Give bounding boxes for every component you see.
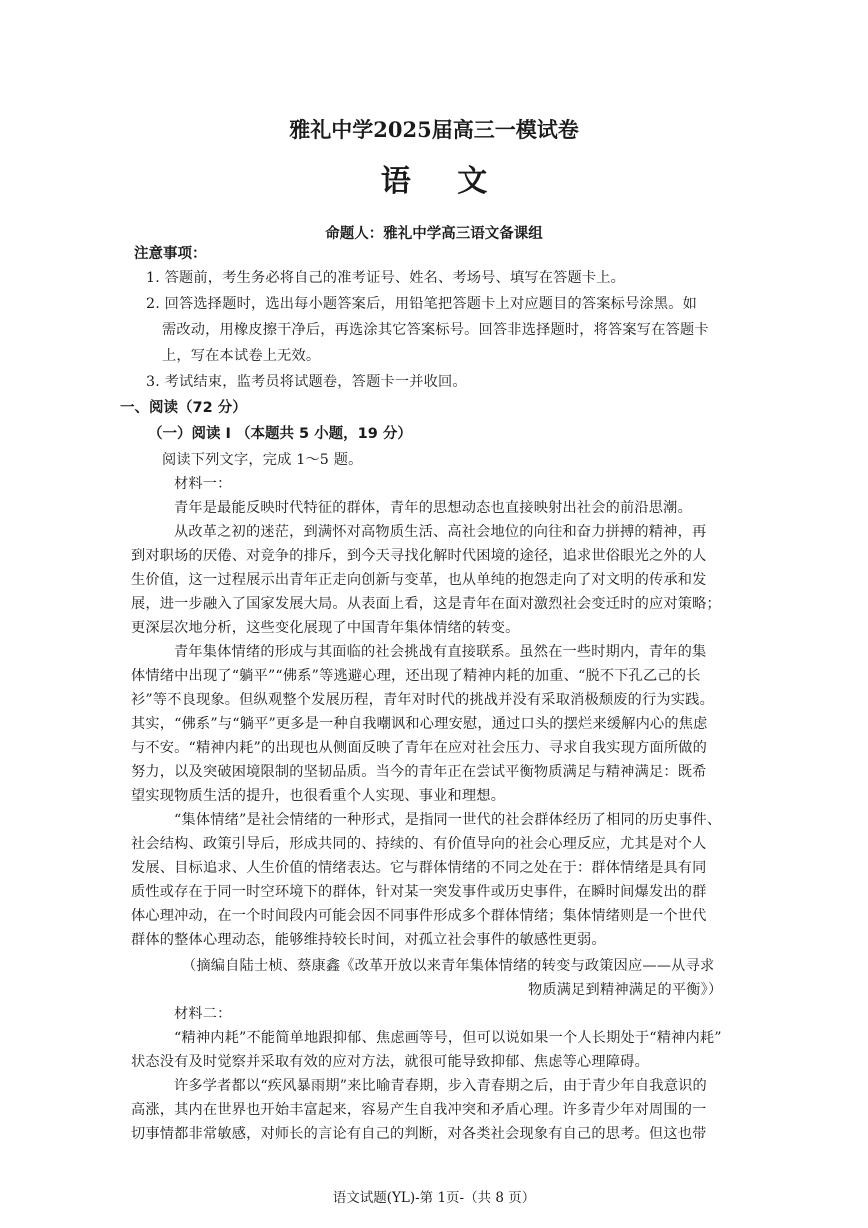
paragraph-line: 到对职场的厌倦、对竞争的排斥，到今天寻找化解时代困境的途径，追求世俗眼光之外的人 [131, 548, 707, 564]
paragraph-line: 努力，以及突破困境限制的坚韧品质。当今的青年正在尝试平衡物质满足与精神满足：既希 [131, 764, 707, 780]
paragraph-line: 与不安。“精神内耗”的出现也从侧面反映了青年在应对社会压力、寻求自我实现方面所做的 [131, 740, 708, 756]
material-label: 材料二： [174, 1006, 232, 1022]
page-footer: 语文试题(YL)-第 1页-（共 8 页） [332, 1190, 536, 1206]
paragraph-line: 社会结构、政策引导后，形成共同的、持续的、有价值导向的社会心理反应，尤其是对个人 [131, 836, 707, 852]
notice-line: 1. 答题前，考生务必将自己的准考证号、姓名、考场号、填写在答题卡上。 [146, 270, 626, 286]
source-citation: （摘编自陆士桢、蔡康鑫《改革开放以来青年集体情绪的转变与政策因应——从寻求 [182, 958, 715, 974]
subject-title: 语 文 [380, 164, 506, 199]
author-line: 命题人：雅礼中学高三语文备课组 [325, 226, 543, 242]
section-heading: 一、阅读（72 分） [120, 400, 247, 416]
paragraph-line: 质性或存在于同一时空环境下的群体，针对某一突发事件或历史事件，在瞬时间爆发出的群 [131, 884, 707, 900]
paragraph-line: 生价值，这一过程展示出青年正走向创新与变革，也从单纯的抱怨走向了对文明的传承和发 [131, 572, 707, 588]
paragraph-line: 切事情都非常敏感，对师长的言论有自己的判断，对各类社会现象有自己的思考。但这也带 [131, 1126, 707, 1142]
paragraph-line: “精神内耗”不能简单地跟抑郁、焦虑画等号，但可以说如果一个人长期处于“精神内耗” [174, 1030, 722, 1046]
notice-line: 2. 回答选择题时，选出每小题答案后，用铅笔把答题卡上对应题目的答案标号涂黑。如 [146, 296, 697, 312]
paragraph-line: 体心理冲动，在一个时间段内可能会因不同事件形成多个群体情绪；集体情绪则是一个世代 [131, 908, 707, 924]
reading-instruction: 阅读下列文字，完成 1～5 题。 [162, 452, 363, 468]
paragraph-line: “集体情绪”是社会情绪的一种形式，是指同一世代的社会群体经历了相同的历史事件、 [174, 812, 722, 828]
paragraph-line: 青年集体情绪的形成与其面临的社会挑战有直接联系。虽然在一些时期内，青年的集 [174, 644, 707, 660]
paragraph-line: 状态没有及时觉察并采取有效的应对方法，就很可能导致抑郁、焦虑等心理障碍。 [131, 1054, 649, 1070]
exam-title: 雅礼中学2025届高三一模试卷 [289, 117, 579, 142]
paragraph-line: 青年是最能反映时代特征的群体，青年的思想动态也直接映射出社会的前沿思潮。 [174, 500, 692, 516]
paragraph-line: 许多学者都以“疾风暴雨期”来比喻青春期，步入青春期之后，由于青少年自我意识的 [174, 1078, 707, 1094]
material-label: 材料一： [174, 476, 232, 492]
notice-line: 需改动，用橡皮擦干净后，再选涂其它答案标号。回答非选择题时，将答案写在答题卡 [162, 322, 709, 338]
notice-heading: 注意事项： [134, 246, 207, 262]
notice-line: 3. 考试结束，监考员将试题卷，答题卡一并收回。 [146, 374, 467, 390]
paragraph-line: 衫”等不良现象。但纵观整个发展历程，青年对时代的挑战并没有采取消极颓废的行为实践。 [131, 692, 714, 708]
paragraph-line: 其实，“佛系”与“躺平”更多是一种自我嘲讽和心理安慰，通过口头的摆烂来缓解内心的焦虑 [131, 716, 708, 732]
notice-line: 上，写在本试卷上无效。 [162, 348, 321, 364]
paragraph-line: 高涨，其内在世界也开始丰富起来，容易产生自我冲突和矛盾心理。许多青少年对周围的一 [131, 1102, 707, 1118]
paragraph-line: 群体的整体心理动态，能够维持较长时间，对孤立社会事件的敏感性更弱。 [131, 932, 606, 948]
paragraph-line: 体情绪中出现了“躺平”“佛系”等逃避心理，还出现了精神内耗的加重、“脱不下孔乙己的长 [131, 668, 701, 684]
paragraph-line: 发展、目标追求、人生价值的情绪表达。它与群体情绪的不同之处在于：群体情绪是具有同 [131, 860, 707, 876]
paragraph-line: 展，进一步融入了国家发展大局。从表面上看，这是青年在面对激烈社会变迁时的应对策略； [131, 596, 721, 612]
source-citation: 物质满足到精神满足的平衡》） [528, 982, 723, 998]
paragraph-line: 从改革之初的迷茫，到满怀对高物质生活、高社会地位的向往和奋力拼搏的精神，再 [174, 524, 707, 540]
paragraph-line: 更深层次地分析，这些变化展现了中国青年集体情绪的转变。 [131, 620, 520, 636]
paragraph-line: 望实现物质生活的提升，也很看重个人实现、事业和理想。 [131, 788, 506, 804]
subsection-heading: （一）阅读 I （本题共 5 小题，19 分） [148, 426, 412, 442]
